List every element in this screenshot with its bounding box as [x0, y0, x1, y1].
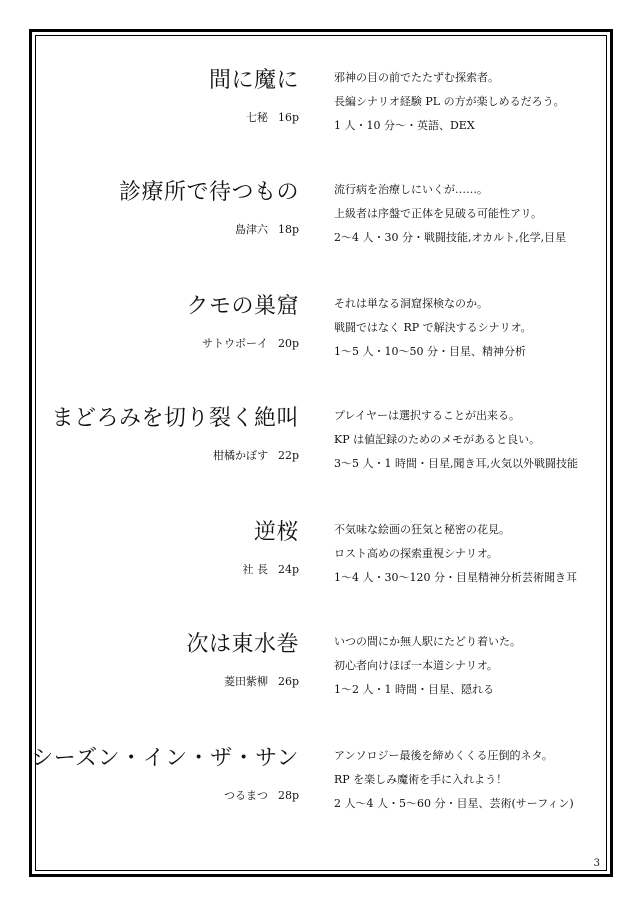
description-line: 1～2 人・1 時間・目星、隠れる [334, 683, 494, 696]
description-line: 戦闘ではなく RP で解決するシナリオ。 [334, 321, 532, 334]
scenario-author-line [235, 222, 299, 238]
description-line: 1～5 人・10～50 分・目星、精神分析 [334, 345, 526, 358]
scenario-entry [36, 404, 606, 494]
description-line: 2～4 人・30 分・戦闘技能,オカルト,化学,目星 [334, 231, 567, 244]
scenario-entry [36, 66, 606, 156]
scenario-page: 20p [277, 337, 299, 350]
description-line: それは単なる洞窟探検なのか。 [334, 297, 488, 310]
scenario-author-line [202, 336, 299, 352]
description-line: 2 人～4 人・5～60 分・目星、芸術(サーフィン) [334, 797, 574, 810]
scenario-entry [31, 744, 606, 834]
scenario-author: サトウボーイ [201, 337, 268, 350]
description-line: 不気味な絵画の狂気と秘密の花見。 [334, 523, 510, 536]
description-line: ロスト高めの探索重視シナリオ。 [334, 547, 498, 560]
scenario-author: 島津六 [234, 223, 268, 236]
scenario-page: 22p [277, 449, 299, 462]
scenario-entry [36, 292, 606, 382]
scenario-page: 28p [277, 789, 299, 802]
scenario-page: 24p [277, 563, 299, 576]
description-line: 1～4 人・30～120 分・目星精神分析芸術聞き耳 [334, 571, 577, 584]
description-line: 3～5 人・1 時間・目星,聞き耳,火気以外戦闘技能 [334, 457, 578, 470]
scenario-entry [36, 518, 606, 608]
scenario-author-line [213, 448, 299, 464]
scenario-author-line [224, 788, 299, 804]
scenario-title: クモの巣窟 [186, 294, 299, 319]
description-line: 長編シナリオ経験 PL の方が楽しめるだろう。 [334, 95, 565, 108]
description-line: 初心者向けほぼ一本道シナリオ。 [334, 659, 498, 672]
scenario-author: 柑橘かぼす [212, 449, 268, 462]
scenario-page: 16p [277, 111, 299, 124]
scenario-author-line [224, 674, 299, 690]
scenario-description [334, 292, 609, 364]
scenario-title: 間に魔に [208, 68, 299, 93]
scenario-description [334, 404, 609, 476]
description-line: プレイヤーは選択することが出来る。 [334, 409, 521, 422]
scenario-description [334, 518, 609, 590]
scenario-title: 逆桜 [253, 520, 299, 545]
description-line: 1 人・10 分～・英語、DEX [334, 119, 475, 132]
scenario-title: 次は東水巻 [186, 632, 299, 657]
description-line: 邪神の目の前でたたずむ探索者。 [334, 71, 499, 84]
page-number: 3 [593, 858, 600, 869]
scenario-description [334, 744, 609, 816]
scenario-title: シーズン・イン・ザ・サン [31, 746, 299, 771]
scenario-description [334, 178, 609, 250]
description-line: 流行病を治療しにいくが……。 [334, 183, 488, 196]
description-line: 上級者は序盤で正体を見破る可能性アリ。 [334, 207, 543, 220]
scenario-author: 七秘 [245, 111, 268, 124]
scenario-entry [36, 630, 606, 720]
scenario-page: 18p [277, 223, 299, 236]
description-line: アンソロジー最後を締めくくる圧倒的ネタ。 [334, 749, 553, 762]
description-line: いつの間にか無人駅にたどり着いた。 [334, 635, 521, 648]
scenario-description [334, 630, 609, 702]
description-line: RP を楽しみ魔術を手に入れよう！ [334, 773, 508, 786]
description-line: KP は値記録のためのメモがあると良い。 [334, 433, 541, 446]
scenario-entry [36, 178, 606, 268]
scenario-title: まどろみを切り裂く絶叫 [51, 406, 299, 431]
scenario-author-line [246, 110, 299, 126]
scenario-page: 26p [277, 675, 299, 688]
scenario-author: 菱田紫柳 [223, 675, 268, 688]
scenario-title: 診療所で待つもの [118, 180, 299, 205]
scenario-description [334, 66, 609, 138]
scenario-author: 社 長 [242, 563, 268, 576]
scenario-author-line [242, 562, 299, 578]
scenario-author: つるまつ [223, 789, 268, 802]
